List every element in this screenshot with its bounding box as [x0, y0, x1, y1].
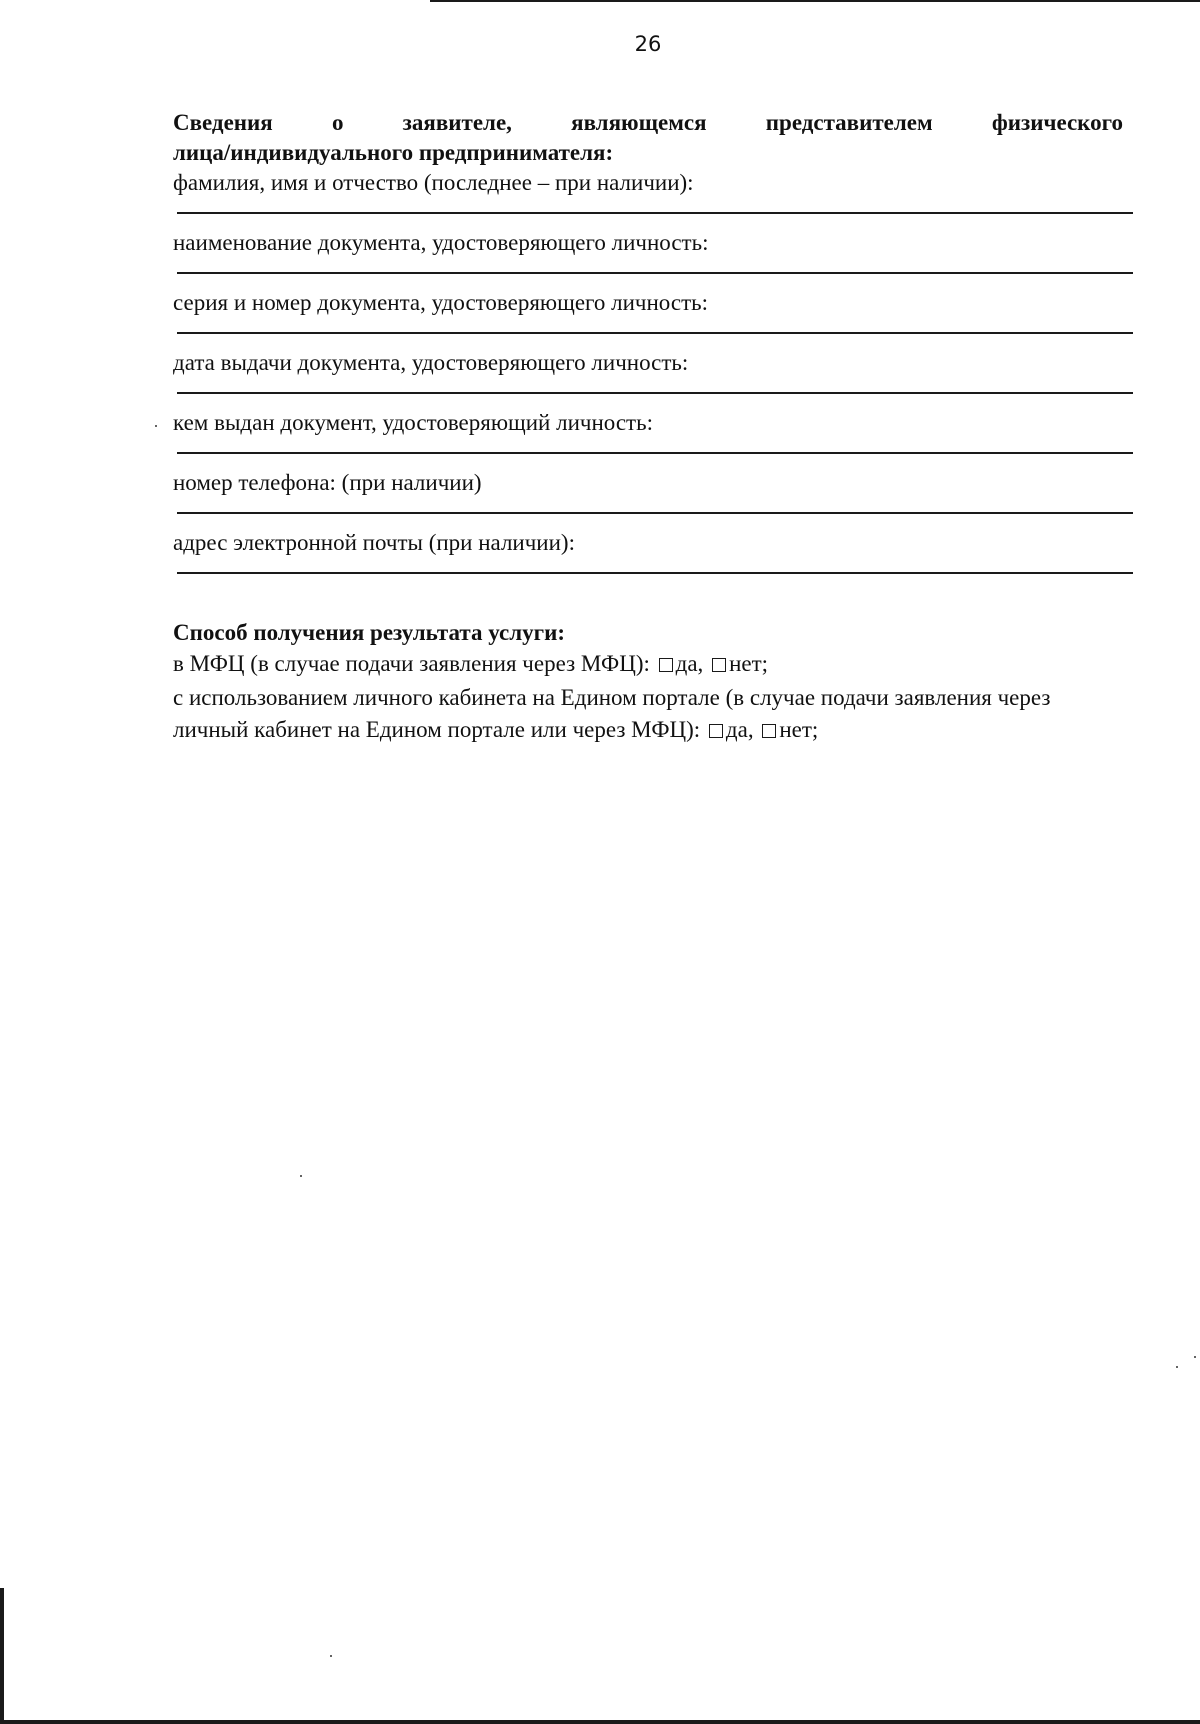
heading-word: представителем	[765, 110, 933, 135]
scan-speck	[1194, 1356, 1196, 1358]
field-label: кем выдан документ, удостоверяющий личность:	[173, 410, 653, 435]
field-phone	[173, 468, 1123, 528]
field-label: номер телефона: (при наличии)	[173, 470, 482, 495]
fill-in-line[interactable]	[177, 512, 1133, 514]
checkbox-no[interactable]	[712, 658, 726, 672]
result-method-title: Способ получения результата услуги:	[173, 620, 565, 645]
scan-edge-bottom	[0, 1720, 1200, 1724]
option-text: личный кабинет на Едином портале или через МФЦ):	[173, 717, 701, 742]
field-id-issue-date	[173, 348, 1123, 408]
field-id-issued-by	[173, 408, 1123, 468]
field-label: серия и номер документа, удостоверяющего личность:	[173, 290, 709, 315]
option-text: в МФЦ (в случае подачи заявления через МФЦ):	[173, 651, 650, 676]
checkbox-yes[interactable]	[659, 658, 673, 672]
scan-speck	[1176, 1366, 1178, 1368]
fill-in-line[interactable]	[177, 212, 1133, 214]
section-heading-continued: лица/индивидуального предпринимателя:	[173, 140, 614, 165]
scan-speck	[330, 1655, 332, 1657]
section-heading	[173, 108, 1123, 138]
field-full-name	[173, 168, 1123, 228]
field-label: фамилия, имя и отчество (последнее – при наличии):	[173, 170, 694, 195]
checkbox-no-label: нет;	[729, 651, 769, 676]
heading-word: физического	[991, 110, 1123, 135]
checkbox-yes[interactable]	[709, 724, 723, 738]
fill-in-line[interactable]	[177, 452, 1133, 454]
heading-word: о	[331, 110, 344, 135]
checkbox-yes-label: да,	[725, 717, 754, 742]
fill-in-line[interactable]	[177, 392, 1133, 394]
field-label: наименование документа, удостоверяющего личность:	[173, 230, 709, 255]
field-label: дата выдачи документа, удостоверяющего личность:	[173, 350, 689, 375]
fill-in-line[interactable]	[177, 572, 1133, 574]
heading-word: являющемся	[571, 110, 707, 135]
scan-speck	[300, 1175, 302, 1177]
fill-in-line[interactable]	[177, 272, 1133, 274]
option-text: с использованием личного кабинета на Едином портале (в случае подачи заявления через	[173, 685, 1051, 710]
field-id-document-number	[173, 288, 1123, 348]
field-label: адрес электронной почты (при наличии):	[173, 530, 575, 555]
checkbox-no[interactable]	[762, 724, 776, 738]
scan-edge-top	[430, 0, 1200, 2]
page-number: 26	[634, 32, 662, 56]
scan-edge-left	[0, 1588, 4, 1724]
heading-word: заявителе,	[402, 110, 512, 135]
heading-word: Сведения	[173, 110, 273, 135]
fill-in-line[interactable]	[177, 332, 1133, 334]
field-email	[173, 528, 1123, 588]
scan-speck	[155, 425, 157, 427]
option-text-continued	[173, 714, 1123, 746]
checkbox-yes-label: да,	[675, 651, 704, 676]
checkbox-no-label: нет;	[779, 717, 819, 742]
option-portal	[173, 682, 1123, 746]
form-content	[173, 108, 1123, 746]
option-mfc	[173, 648, 1123, 680]
field-id-document-name	[173, 228, 1123, 288]
